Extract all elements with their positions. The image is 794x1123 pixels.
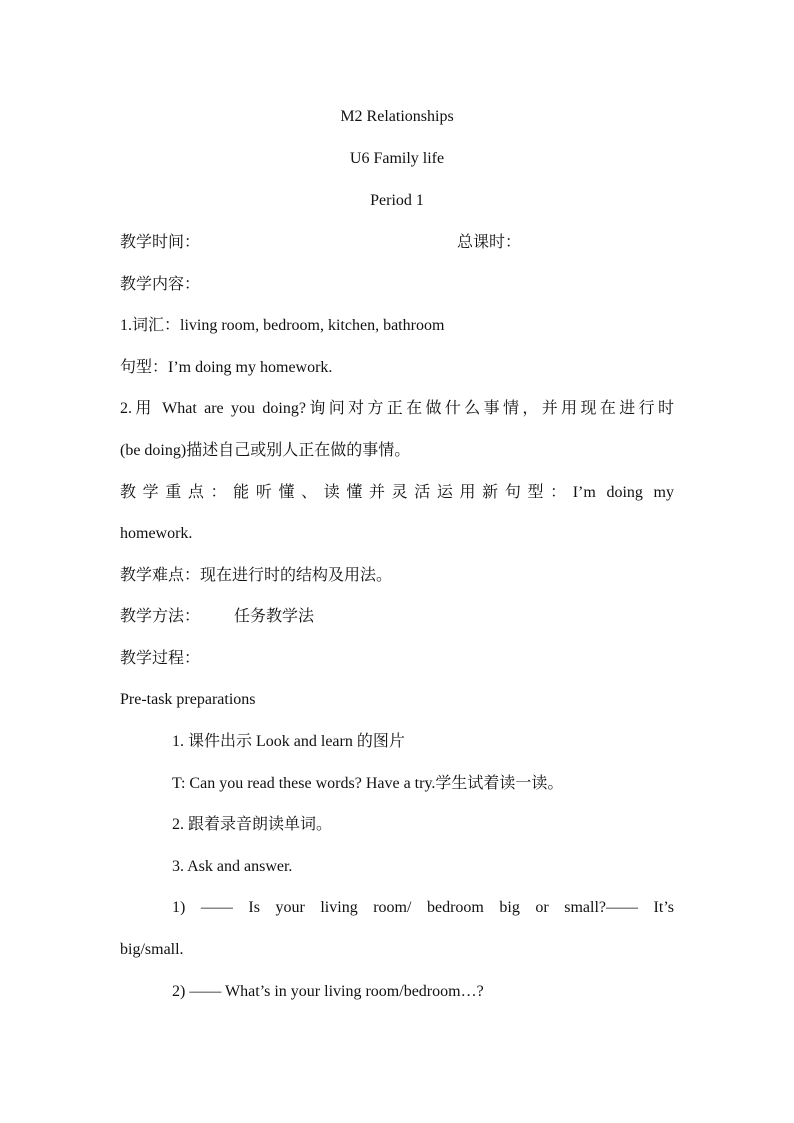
key-point-line-1: 教学重点：能听懂、读懂并灵活运用新句型：I’m doing my	[120, 484, 674, 501]
step-1-teacher-line: T: Can you read these words? Have a try.学生试着读一读。	[172, 775, 564, 792]
key-point-line-2: homework.	[120, 525, 193, 542]
usage-line-2: (be doing)描述自己或别人正在做的事情。	[120, 442, 411, 459]
teaching-time-label: 教学时间：	[120, 234, 201, 251]
process-heading: 教学过程：	[120, 650, 201, 667]
unit-title: U6 Family life	[349, 150, 445, 167]
sentence-pattern-line: 句型：I’m doing my homework.	[120, 359, 333, 376]
step-1: 1. 课件出示 Look and learn 的图片	[172, 733, 405, 750]
vocabulary-line: 1.词汇：living room, bedroom, kitchen, bathroom	[120, 317, 445, 334]
difficulty-line: 教学难点：现在进行时的结构及用法。	[120, 567, 393, 584]
step-2: 2. 跟着录音朗读单词。	[172, 816, 333, 833]
method-value: 任务教学法	[234, 608, 315, 625]
content-heading: 教学内容：	[120, 276, 201, 293]
method-label: 教学方法：	[120, 608, 201, 625]
question-1-line-2: big/small.	[120, 941, 184, 958]
usage-line-1: 2.用 What are you doing?询问对方正在做什么事情，并用现在进行时	[120, 400, 674, 417]
total-periods-label: 总课时：	[457, 234, 522, 251]
period-title: Period 1	[370, 192, 424, 209]
module-title: M2 Relationships	[340, 108, 454, 125]
stage-heading: Pre-task preparations	[120, 691, 256, 708]
step-3: 3. Ask and answer.	[172, 858, 293, 875]
question-2: 2) —— What’s in your living room/bedroom…?	[172, 983, 484, 1000]
question-1-line-1: 1) —— Is your living room/ bedroom big or small?—— It’s	[172, 899, 674, 916]
